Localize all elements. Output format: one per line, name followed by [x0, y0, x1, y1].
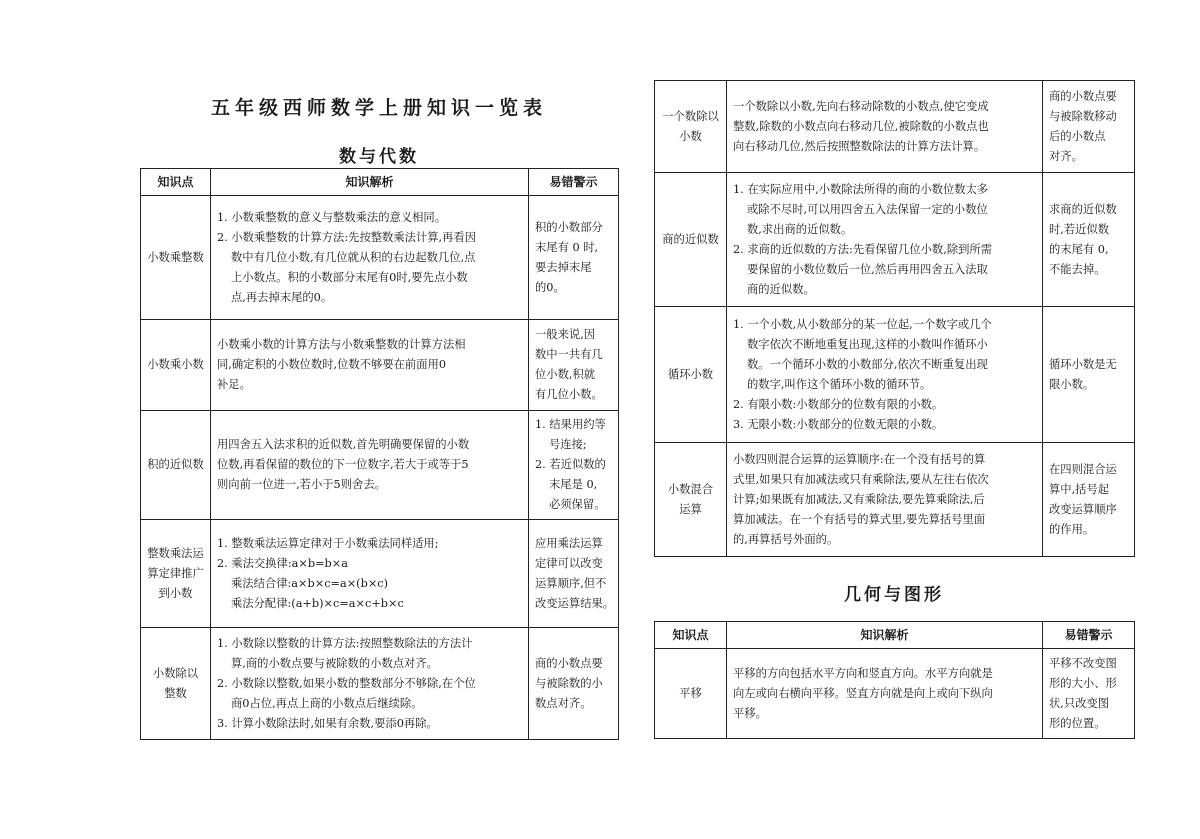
warning-cell — [1043, 307, 1135, 443]
warning-line: 改变运算顺序 — [1049, 502, 1117, 516]
warning-line: 必须保留。 — [549, 498, 606, 511]
analysis-line: 小数乘小数的计算方法与小数乘整数的计算方法相 — [217, 338, 466, 351]
analysis-line: 商的近似数。 — [747, 282, 815, 296]
topic-line: 小数乘整数 — [147, 250, 204, 264]
warning-line: 要去掉末尾 — [535, 260, 592, 274]
analysis-cell — [211, 196, 529, 320]
warning-line: 改变运算结果。 — [535, 596, 615, 610]
warning-line: 限小数。 — [1049, 377, 1095, 391]
knowledge-table-geometry — [654, 621, 1135, 739]
analysis-line: 要保留的小数位数后一位,然后再用四舍五入法取 — [747, 262, 988, 276]
analysis-line: 小数四则混合运算的运算顺序:在一个没有括号的算 — [733, 452, 986, 466]
table-row — [655, 307, 1135, 443]
analysis-line: 位数,再看保留的数位的下一位数字,若大于或等于5 — [217, 458, 469, 471]
analysis-line: 一个数除以小数,先向右移动除数的小数点,使它变成 — [733, 99, 989, 113]
analysis-line: 1. 整数乘法运算定律对于小数乘法同样适用; — [217, 536, 439, 550]
analysis-line: 向左或向右横向平移。竖直方向就是向上或向下纵向 — [733, 686, 993, 700]
warning-line: 形的位置。 — [1049, 716, 1106, 730]
knowledge-table-algebra-left — [140, 168, 619, 740]
analysis-line: 3. 无限小数:小数部分的位数无限的小数。 — [733, 417, 944, 431]
topic-line: 积的近似数 — [147, 458, 204, 471]
analysis-line: 同,确定积的小数位数时,位数不够要在前面用0 — [217, 358, 447, 371]
analysis-line: 1. 一个小数,从小数部分的某一位起,一个数字或几个 — [733, 317, 992, 331]
topic-line: 小数除以 — [152, 666, 199, 680]
warning-line: 的作用。 — [1049, 522, 1095, 536]
warning-line: 定律可以改变 — [535, 556, 603, 570]
topic-line: 到小数 — [158, 586, 193, 600]
warning-line: 末尾有 0 时, — [535, 240, 599, 254]
table-row — [141, 196, 619, 320]
topic-cell — [141, 320, 211, 411]
analysis-line: 算加减法。在一个有括号的算式里,要先算括号里面 — [733, 512, 986, 526]
analysis-line: 计算;如果既有加减法,又有乘除法,要先算乘除法,后 — [733, 492, 985, 506]
analysis-line: 数。一个循环小数的小数部分,依次不断重复出现 — [747, 357, 988, 371]
warning-line: 应用乘法运算 — [535, 536, 603, 550]
warning-line: 运算顺序,但不 — [535, 576, 607, 590]
analysis-cell — [727, 307, 1043, 443]
table-row — [141, 411, 619, 520]
topic-cell — [655, 649, 727, 739]
warning-cell — [1043, 173, 1135, 307]
analysis-line: 3. 计算小数除法时,如果有余数,要添0再除。 — [217, 716, 438, 730]
header-warning: 易错警示 — [1043, 622, 1135, 649]
warning-line: 一般来说,因 — [535, 328, 596, 341]
analysis-line: 整数,除数的小数点向右移动几位,被除数的小数点也 — [733, 119, 989, 133]
topic-cell — [655, 173, 727, 307]
header-topic: 知识点 — [655, 622, 727, 649]
analysis-line: 上小数点。积的小数部分末尾有0时,要先点小数 — [231, 270, 468, 284]
analysis-line: 乘法分配律:(a+b)×c=a×c+b×c — [231, 596, 404, 610]
header-analysis: 知识解析 — [727, 622, 1043, 649]
analysis-line: 乘法结合律:a×b×c=a×(b×c) — [231, 576, 389, 590]
table-header-row — [655, 622, 1135, 649]
analysis-line: 数,求出商的近似数。 — [747, 222, 853, 236]
topic-cell — [655, 307, 727, 443]
table-row — [655, 81, 1135, 173]
analysis-line: 2. 求商的近似数的方法:先看保留几位小数,除到所需 — [733, 242, 993, 256]
analysis-cell — [727, 443, 1043, 557]
warning-line: 后的小数点 — [1049, 129, 1106, 143]
analysis-line: 用四舍五入法求积的近似数,首先明确要保留的小数 — [217, 438, 470, 451]
analysis-cell — [727, 173, 1043, 307]
warning-line: 平移不改变图 — [1049, 656, 1117, 670]
warning-line: 对齐。 — [1049, 149, 1083, 163]
analysis-line: 1. 在实际应用中,小数除法所得的商的小数位数太多 — [733, 182, 989, 196]
section-title-geometry: 几何与图形 — [844, 585, 944, 605]
topic-cell — [655, 81, 727, 173]
topic-line: 运算 — [679, 502, 702, 516]
analysis-line: 1. 小数乘整数的意义与整数乘法的意义相同。 — [217, 210, 447, 224]
warning-line: 的0。 — [535, 280, 565, 294]
analysis-cell — [727, 81, 1043, 173]
topic-cell — [141, 411, 211, 520]
analysis-line: 1. 小数除以整数的计算方法:按照整数除法的方法计 — [217, 636, 473, 650]
topic-line: 小数 — [679, 129, 702, 143]
warning-line: 不能去掉。 — [1049, 262, 1106, 276]
analysis-line: 算,商的小数点要与被除数的小数点对齐。 — [231, 656, 438, 670]
analysis-line: 平移。 — [733, 706, 767, 720]
warning-cell — [529, 411, 619, 520]
knowledge-table-algebra-right — [654, 80, 1135, 557]
page-title: 五年级西师数学上册知识一览表 — [210, 97, 547, 119]
warning-line: 形的大小、形 — [1049, 676, 1117, 690]
table-row — [655, 173, 1135, 307]
topic-line: 小数乘小数 — [147, 358, 204, 371]
analysis-line: 商0占位,再点上商的小数点后继续除。 — [231, 696, 423, 710]
section-title-algebra: 数与代数 — [339, 147, 419, 167]
warning-line: 有几位小数。 — [535, 388, 603, 401]
header-topic: 知识点 — [141, 169, 211, 196]
warning-cell — [1043, 81, 1135, 173]
analysis-line: 数中有几位小数,有几位就从积的右边起数几位,点 — [231, 250, 476, 264]
warning-line: 位小数,积就 — [535, 368, 596, 381]
topic-line: 一个数除以 — [662, 109, 719, 123]
topic-line: 商的近似数 — [662, 232, 719, 246]
warning-line: 与被除数的小 — [535, 676, 603, 690]
analysis-line: 的,再算括号外面的。 — [733, 532, 839, 546]
analysis-line: 点,再去掉末尾的0。 — [231, 290, 333, 304]
warning-line: 循环小数是无 — [1049, 357, 1117, 371]
analysis-line: 平移的方向包括水平方向和竖直方向。水平方向就是 — [733, 666, 993, 680]
warning-line: 求商的近似数 — [1049, 202, 1117, 216]
warning-line: 的末尾有 0, — [1049, 242, 1109, 256]
topic-cell — [655, 443, 727, 557]
analysis-line: 补足。 — [217, 378, 251, 391]
topic-line: 小数混合 — [667, 482, 714, 496]
analysis-line: 则向前一位进一,若小于5则舍去。 — [217, 478, 386, 491]
warning-line: 商的小数点要 — [535, 656, 603, 670]
analysis-line: 的数字,叫作这个循环小数的循环节。 — [747, 377, 932, 391]
warning-line: 数中一共有几 — [535, 348, 603, 361]
analysis-cell — [211, 411, 529, 520]
warning-line: 1. 结果用约等 — [535, 418, 606, 431]
warning-line: 积的小数部分 — [535, 220, 603, 234]
topic-line: 平移 — [679, 686, 702, 700]
warning-line: 2. 若近似数的 — [535, 458, 606, 471]
topic-cell — [141, 196, 211, 320]
warning-line: 数点对齐。 — [535, 696, 592, 710]
warning-line: 算中,括号起 — [1049, 482, 1110, 496]
topic-line: 算定律推广 — [147, 566, 204, 580]
analysis-line: 2. 乘法交换律:a×b=b×a — [217, 556, 348, 570]
analysis-line: 式里,如果只有加减法或只有乘除法,要从左往右依次 — [733, 472, 989, 486]
table-row — [655, 443, 1135, 557]
warning-line: 时,若近似数 — [1049, 222, 1110, 236]
table-row — [141, 628, 619, 740]
warning-line: 商的小数点要 — [1049, 89, 1117, 103]
table-row — [141, 520, 619, 628]
analysis-line: 2. 小数乘整数的计算方法:先按整数乘法计算,再看因 — [217, 230, 477, 244]
warning-cell — [1043, 649, 1135, 739]
header-analysis: 知识解析 — [211, 169, 529, 196]
table-row — [655, 649, 1135, 739]
table-header-row — [141, 169, 619, 196]
topic-cell — [141, 520, 211, 628]
warning-cell — [529, 628, 619, 740]
analysis-line: 向右移动几位,然后按照整数除法的计算方法计算。 — [733, 139, 986, 153]
warning-line: 与被除数移动 — [1049, 109, 1117, 123]
warning-line: 号连接; — [549, 438, 587, 451]
analysis-line: 2. 有限小数:小数部分的位数有限的小数。 — [733, 397, 944, 411]
table-row — [141, 320, 619, 411]
analysis-line: 或除不尽时,可以用四舍五入法保留一定的小数位 — [747, 202, 988, 216]
warning-cell — [529, 520, 619, 628]
warning-cell — [529, 320, 619, 411]
analysis-cell — [727, 649, 1043, 739]
analysis-line: 2. 小数除以整数,如果小数的整数部分不够除,在个位 — [217, 676, 476, 690]
topic-cell — [141, 628, 211, 740]
analysis-cell — [211, 520, 529, 628]
warning-cell — [529, 196, 619, 320]
warning-line: 末尾是 0, — [549, 478, 598, 491]
warning-line: 状,只改变图 — [1049, 696, 1110, 710]
analysis-cell — [211, 628, 529, 740]
topic-line: 循环小数 — [667, 367, 714, 381]
topic-line: 整数 — [164, 686, 187, 700]
topic-line: 整数乘法运 — [147, 546, 204, 560]
warning-line: 在四则混合运 — [1049, 462, 1117, 476]
analysis-cell — [211, 320, 529, 411]
warning-cell — [1043, 443, 1135, 557]
analysis-line: 数字依次不断地重复出现,这样的小数叫作循环小 — [747, 337, 988, 351]
header-warning: 易错警示 — [529, 169, 619, 196]
